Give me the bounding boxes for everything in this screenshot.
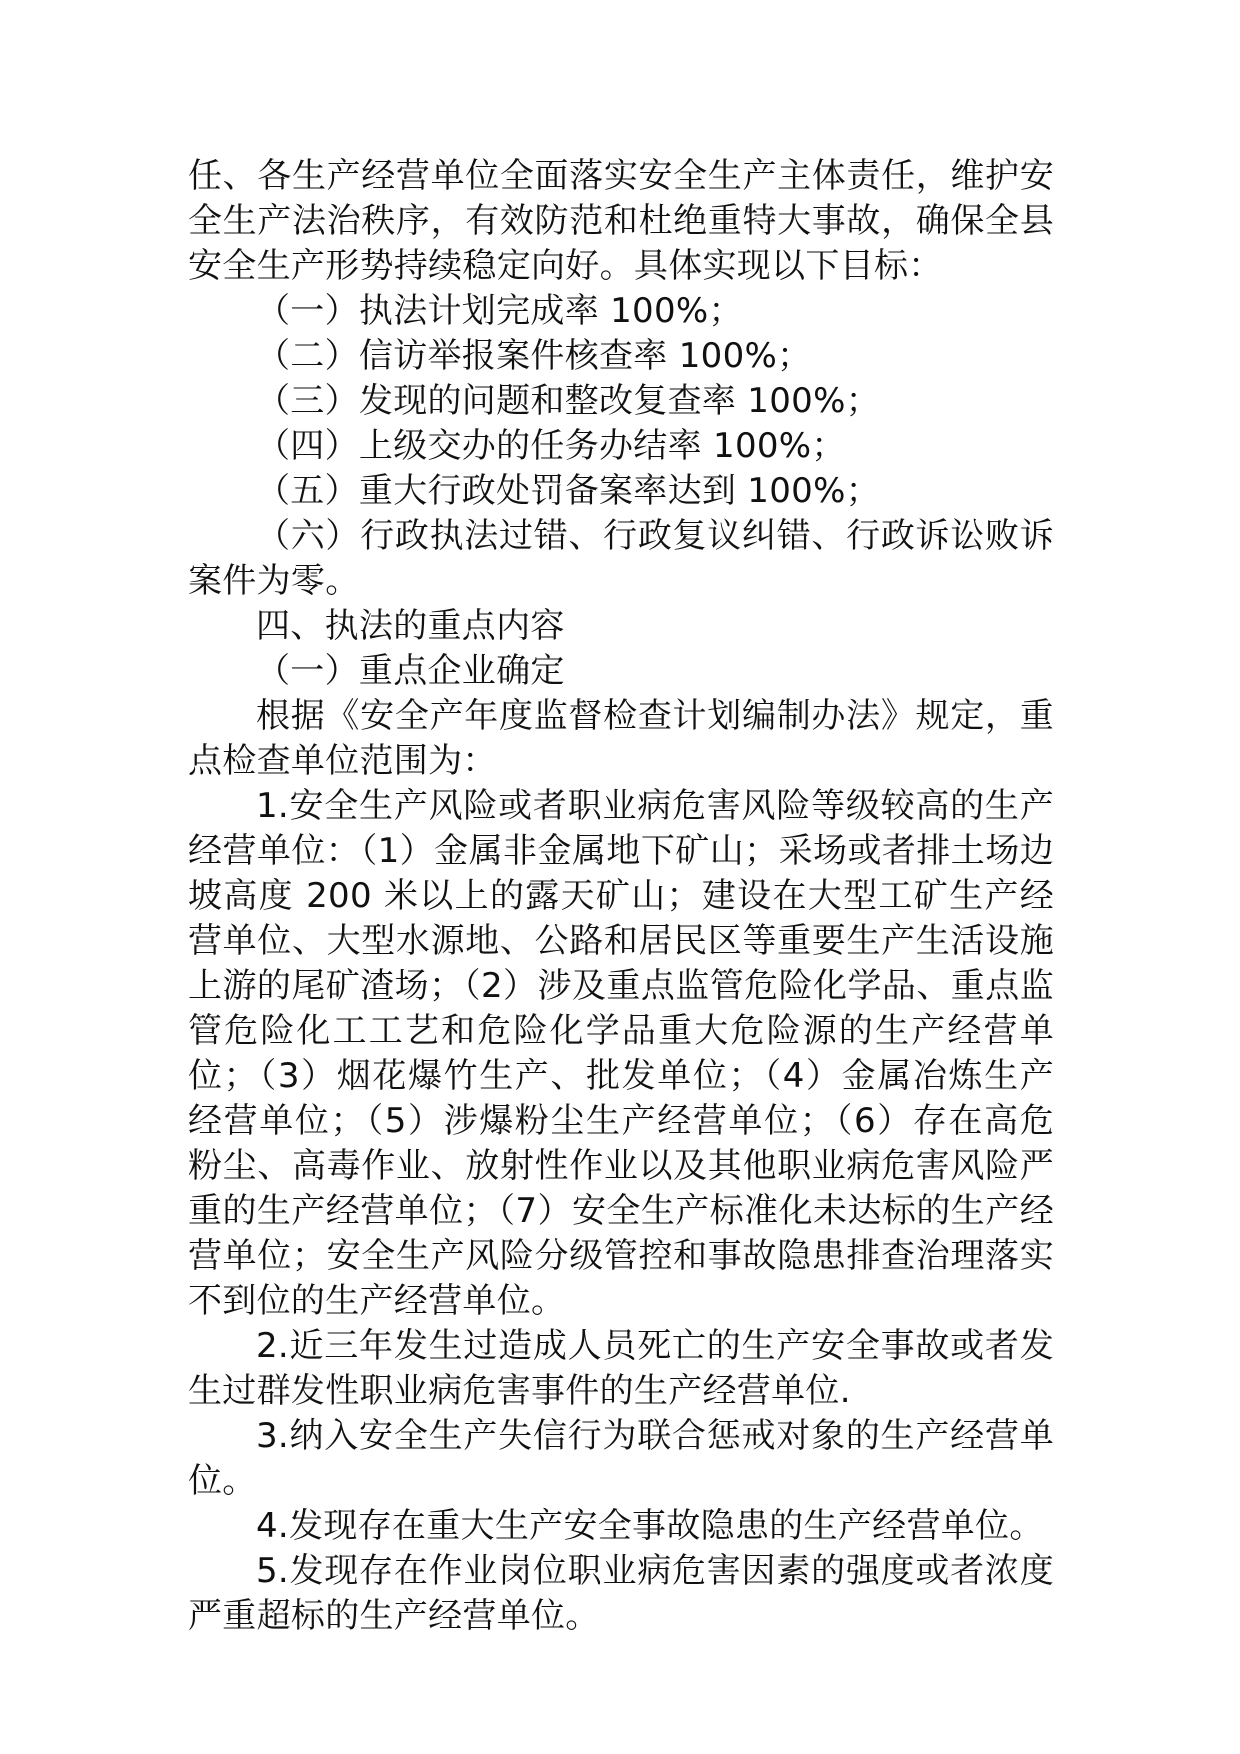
paragraph-continuation: 任、各生产经营单位全面落实安全生产主体责任，维护安全生产法治秩序，有效防范和杜绝重特大事故，确保全县安全生产形势持续稳定向好。具体实现以下目标： (188, 156, 1054, 286)
goal-item-5: （五）重大行政处罚备案率达到 100%； (256, 471, 881, 511)
document-body (188, 154, 1054, 1639)
section-heading: 四、执法的重点内容 (256, 606, 565, 646)
list-item-3: 3.纳入安全生产失信行为联合惩戒对象的生产经营单位。 (188, 1416, 1054, 1501)
goal-item-3: （三）发现的问题和整改复查率 100%； (256, 381, 881, 421)
goal-item-2: （二）信访举报案件核查率 100%； (256, 336, 812, 376)
goal-item-1: （一）执法计划完成率 100%； (256, 291, 743, 331)
list-item-1: 1.安全生产风险或者职业病危害风险等级较高的生产经营单位：（1）金属非金属地下矿山；采场或者排土场边坡高度 200 米以上的露天矿山；建设在大型工矿生产经营单位、大型水源地、公路和居民区等重要生产生活设施上游的尾矿渣场；（2）涉及重点监管危险化学品、重点监管危险化工工艺和危险化学品重大危险源的生产经营单位；（3）烟花爆竹生产、批发单位；（4）金属冶炼生产经营单位；（5）涉爆粉尘生产经营单位；（6）存在高危粉尘、高毒作业、放射性作业以及其他职业病危害风险严重的生产经营单位；（7）安全生产标准化未达标的生产经营单位；安全生产风险分级管控和事故隐患排查治理落实不到位的生产经营单位。 (188, 786, 1054, 1321)
list-item-4: 4.发现存在重大生产安全事故隐患的生产经营单位。 (256, 1506, 1044, 1546)
goal-item-6: （六）行政执法过错、行政复议纠错、行政诉讼败诉案件为零。 (188, 516, 1054, 601)
subsection-heading: （一）重点企业确定 (256, 651, 565, 691)
list-item-2: 2.近三年发生过造成人员死亡的生产安全事故或者发生过群发性职业病危害事件的生产经营单位. (188, 1326, 1054, 1411)
list-item-5: 5.发现存在作业岗位职业病危害因素的强度或者浓度严重超标的生产经营单位。 (188, 1551, 1054, 1636)
body-paragraph: 根据《安全产年度监督检查计划编制办法》规定，重点检查单位范围为： (188, 696, 1054, 781)
goal-item-4: （四）上级交办的任务办结率 100%； (256, 426, 846, 466)
